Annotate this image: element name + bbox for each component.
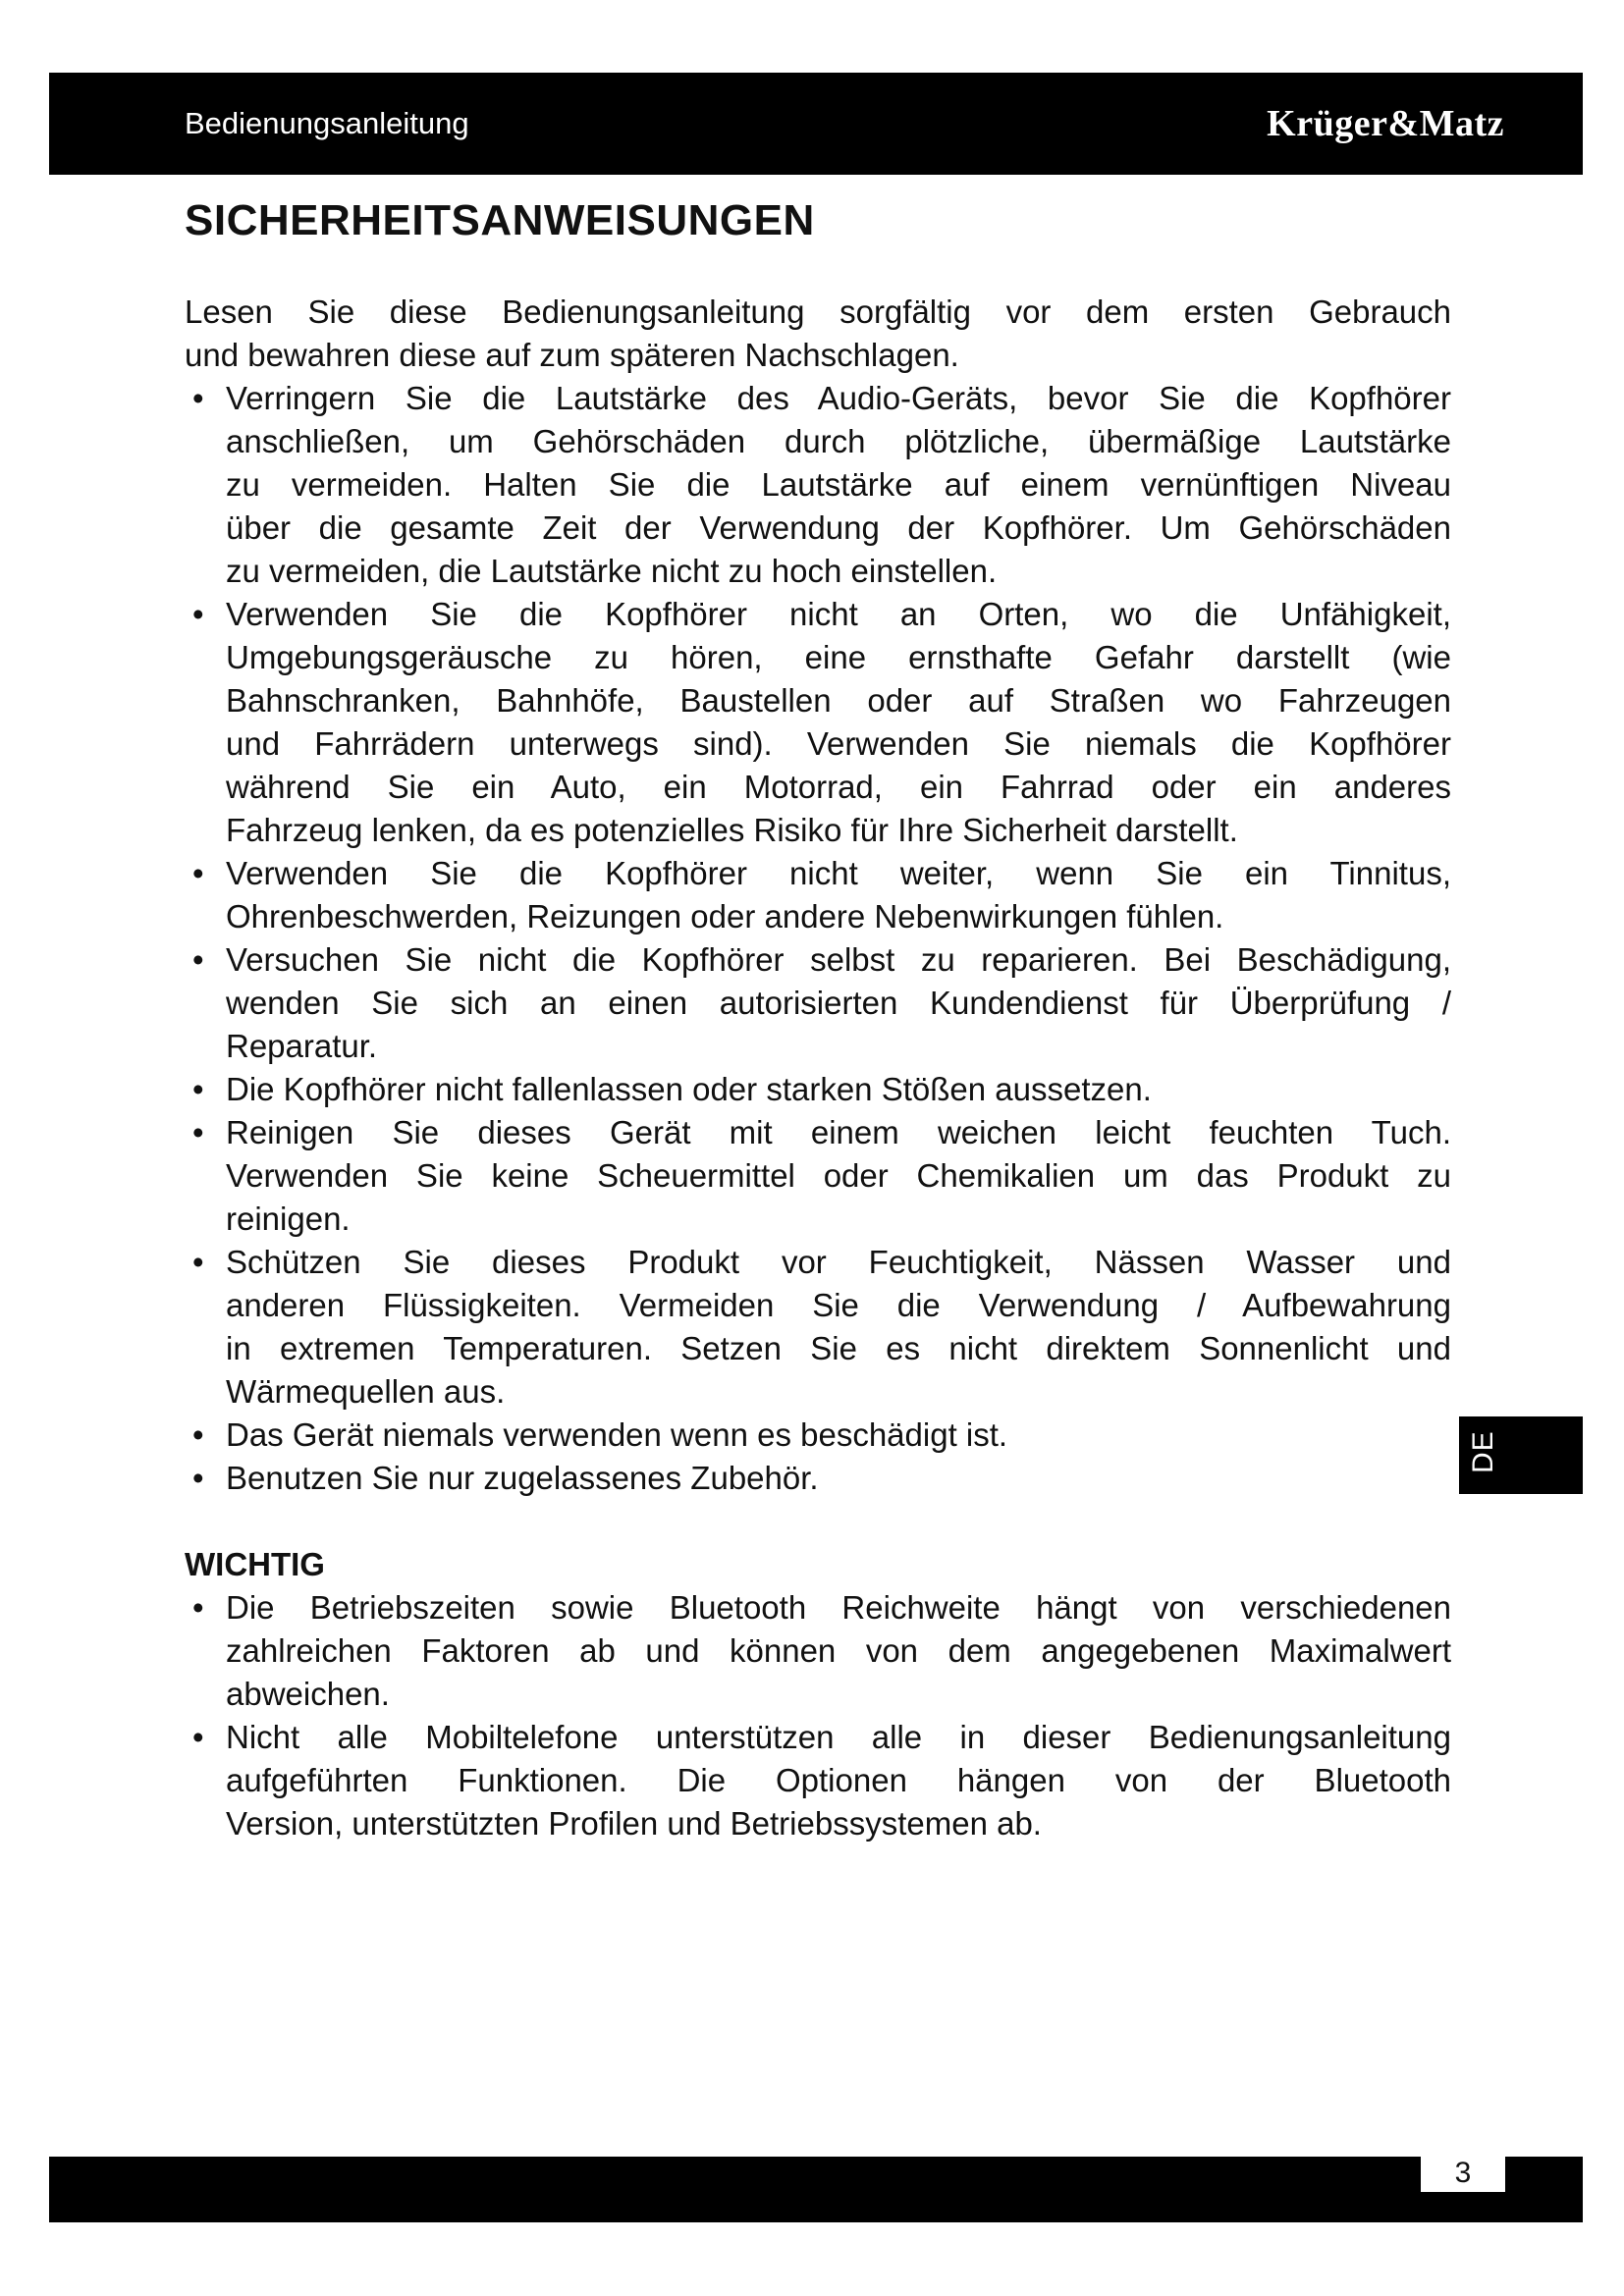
page-title: SICHERHEITSANWEISUNGEN xyxy=(185,196,815,244)
bullet-icon: • xyxy=(192,1244,204,1280)
list-item xyxy=(185,1457,1451,1500)
important-list xyxy=(185,1586,1451,1845)
page-number: 3 xyxy=(1421,2157,1505,2192)
header-bar xyxy=(49,73,1583,175)
text-line: wenden Sie sich an einen autorisierten Kundendienst für Überprüfung / xyxy=(226,985,1451,1021)
bullet-icon: • xyxy=(192,1071,204,1107)
text-line: Versuchen Sie nicht die Kopfhörer selbst zu reparieren. Bei Beschädigung, xyxy=(226,941,1451,978)
text-line: Schützen Sie dieses Produkt vor Feuchtigkeit, Nässen Wasser und xyxy=(226,1244,1451,1280)
list-item xyxy=(185,377,1451,593)
safety-list xyxy=(185,377,1451,1500)
document-body xyxy=(185,291,1451,1845)
intro-paragraph xyxy=(185,291,1451,377)
text-line: zahlreichen Faktoren ab und können von dem angegebenen Maximalwert xyxy=(226,1632,1451,1669)
text-line: Lesen Sie diese Bedienungsanleitung sorgfältig vor dem ersten Gebrauch xyxy=(185,294,1451,330)
list-item xyxy=(185,1111,1451,1241)
bullet-icon: • xyxy=(192,1416,204,1453)
text-line: Verringern Sie die Lautstärke des Audio-Geräts, bevor Sie die Kopfhörer xyxy=(226,380,1451,416)
text-line: Verwenden Sie die Kopfhörer nicht weiter, wenn Sie ein Tinnitus, xyxy=(226,855,1451,891)
bullet-icon: • xyxy=(192,941,204,978)
important-heading: WICHTIG xyxy=(185,1546,325,1582)
bullet-icon: • xyxy=(192,1719,204,1755)
bullet-icon: • xyxy=(192,1589,204,1626)
text-line: Version, unterstützten Profilen und Betriebssystemen ab. xyxy=(226,1805,1042,1842)
text-line: Reinigen Sie dieses Gerät mit einem weichen leicht feuchten Tuch. xyxy=(226,1114,1451,1150)
text-line: reinigen. xyxy=(226,1201,351,1237)
text-line: zu vermeiden. Halten Sie die Lautstärke auf einem vernünftigen Niveau xyxy=(226,466,1451,503)
text-line: während Sie ein Auto, ein Motorrad, ein Fahrrad oder ein anderes xyxy=(226,769,1451,805)
text-line: Nicht alle Mobiltelefone unterstützen alle in dieser Bedienungsanleitung xyxy=(226,1719,1451,1755)
text-line: Verwenden Sie keine Scheuermittel oder Chemikalien um das Produkt zu xyxy=(226,1157,1451,1194)
footer-bar xyxy=(49,2157,1583,2222)
language-tab xyxy=(1459,1416,1583,1494)
text-line: Die Betriebszeiten sowie Bluetooth Reichweite hängt von verschiedenen xyxy=(226,1589,1451,1626)
bullet-icon: • xyxy=(192,1460,204,1496)
list-item xyxy=(185,1241,1451,1414)
list-item xyxy=(185,938,1451,1068)
bullet-icon: • xyxy=(192,596,204,632)
text-line: Die Kopfhörer nicht fallenlassen oder starken Stößen aussetzen. xyxy=(226,1071,1152,1107)
text-line: und bewahren diese auf zum späteren Nachschlagen. xyxy=(185,337,959,373)
text-line: zu vermeiden, die Lautstärke nicht zu hoch einstellen. xyxy=(226,553,998,589)
bullet-icon: • xyxy=(192,380,204,416)
bullet-icon: • xyxy=(192,855,204,891)
text-line: Reparatur. xyxy=(226,1028,378,1064)
text-line: Ohrenbeschwerden, Reizungen oder andere Nebenwirkungen fühlen. xyxy=(226,898,1224,934)
text-line: anschließen, um Gehörschäden durch plötzliche, übermäßige Lautstärke xyxy=(226,423,1451,459)
text-line: Verwenden Sie die Kopfhörer nicht an Orten, wo die Unfähigkeit, xyxy=(226,596,1451,632)
list-item xyxy=(185,1586,1451,1716)
list-item xyxy=(185,593,1451,852)
text-line: abweichen. xyxy=(226,1676,390,1712)
text-line: über die gesamte Zeit der Verwendung der Kopfhörer. Um Gehörschäden xyxy=(226,509,1451,546)
text-line: Bahnschranken, Bahnhöfe, Baustellen oder auf Straßen wo Fahrzeugen xyxy=(226,682,1451,719)
list-item xyxy=(185,1068,1451,1111)
bullet-icon: • xyxy=(192,1114,204,1150)
text-line: in extremen Temperaturen. Setzen Sie es nicht direktem Sonnenlicht und xyxy=(226,1330,1451,1366)
text-line: anderen Flüssigkeiten. Vermeiden Sie die Verwendung / Aufbewahrung xyxy=(226,1287,1451,1323)
brand-logo: Krüger&Matz xyxy=(1267,103,1504,144)
text-line: Benutzen Sie nur zugelassenes Zubehör. xyxy=(226,1460,819,1496)
text-line: und Fahrrädern unterwegs sind). Verwenden Sie niemals die Kopfhörer xyxy=(226,725,1451,762)
text-line: Wärmequellen aus. xyxy=(226,1373,506,1410)
language-tab-label: DE xyxy=(1467,1430,1499,1473)
list-item xyxy=(185,1716,1451,1845)
header-title: Bedienungsanleitung xyxy=(185,106,469,140)
text-line: Umgebungsgeräusche zu hören, eine ernsthafte Gefahr darstellt (wie xyxy=(226,639,1451,675)
text-line: Das Gerät niemals verwenden wenn es beschädigt ist. xyxy=(226,1416,1008,1453)
text-line: Fahrzeug lenken, da es potenzielles Risiko für Ihre Sicherheit darstellt. xyxy=(226,812,1238,848)
text-line: aufgeführten Funktionen. Die Optionen hängen von der Bluetooth xyxy=(226,1762,1451,1798)
list-item xyxy=(185,852,1451,938)
list-item xyxy=(185,1414,1451,1457)
